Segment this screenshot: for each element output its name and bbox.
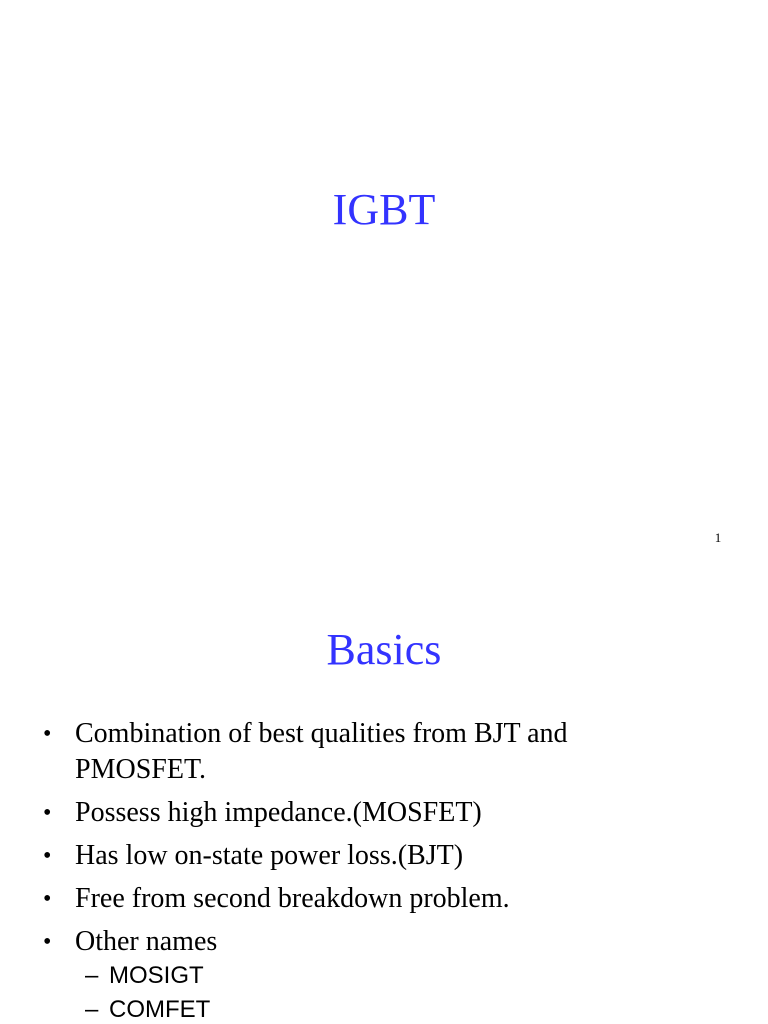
bullet-list	[0, 716, 768, 1024]
sub-bullet-text: COMFET	[109, 996, 211, 1023]
bullet-marker: •	[43, 843, 52, 869]
bullet-text: Possess high impedance.(MOSFET)	[75, 797, 482, 828]
slide-2	[0, 576, 768, 1024]
sub-bullet-text: MOSIGT	[109, 962, 204, 989]
bullet-item	[0, 881, 768, 917]
bullet-marker: •	[43, 929, 52, 955]
slide-title: Basics	[326, 625, 442, 674]
bullet-item	[0, 795, 768, 831]
bullet-text: Other names	[75, 926, 218, 957]
bullet-item	[0, 838, 768, 874]
sub-bullet-marker: –	[85, 962, 99, 989]
sub-bullet-item	[75, 996, 618, 1024]
bullet-text: Combination of best qualities from BJT and PMOSFET.	[75, 718, 568, 785]
bullet-marker: •	[43, 800, 52, 826]
slide-number: 1	[714, 530, 722, 545]
bullet-text: Has low on-state power loss.(BJT)	[75, 840, 464, 871]
bullet-text: Free from second breakdown problem.	[75, 883, 510, 914]
sub-bullet-item	[75, 962, 618, 990]
sub-bullet-marker: –	[85, 996, 99, 1023]
bullet-marker: •	[43, 721, 52, 747]
bullet-item	[0, 924, 768, 1024]
bullet-marker: •	[43, 886, 52, 912]
slide-title: IGBT	[332, 185, 436, 234]
bullet-item	[0, 716, 768, 788]
sub-bullet-list	[75, 962, 618, 1024]
